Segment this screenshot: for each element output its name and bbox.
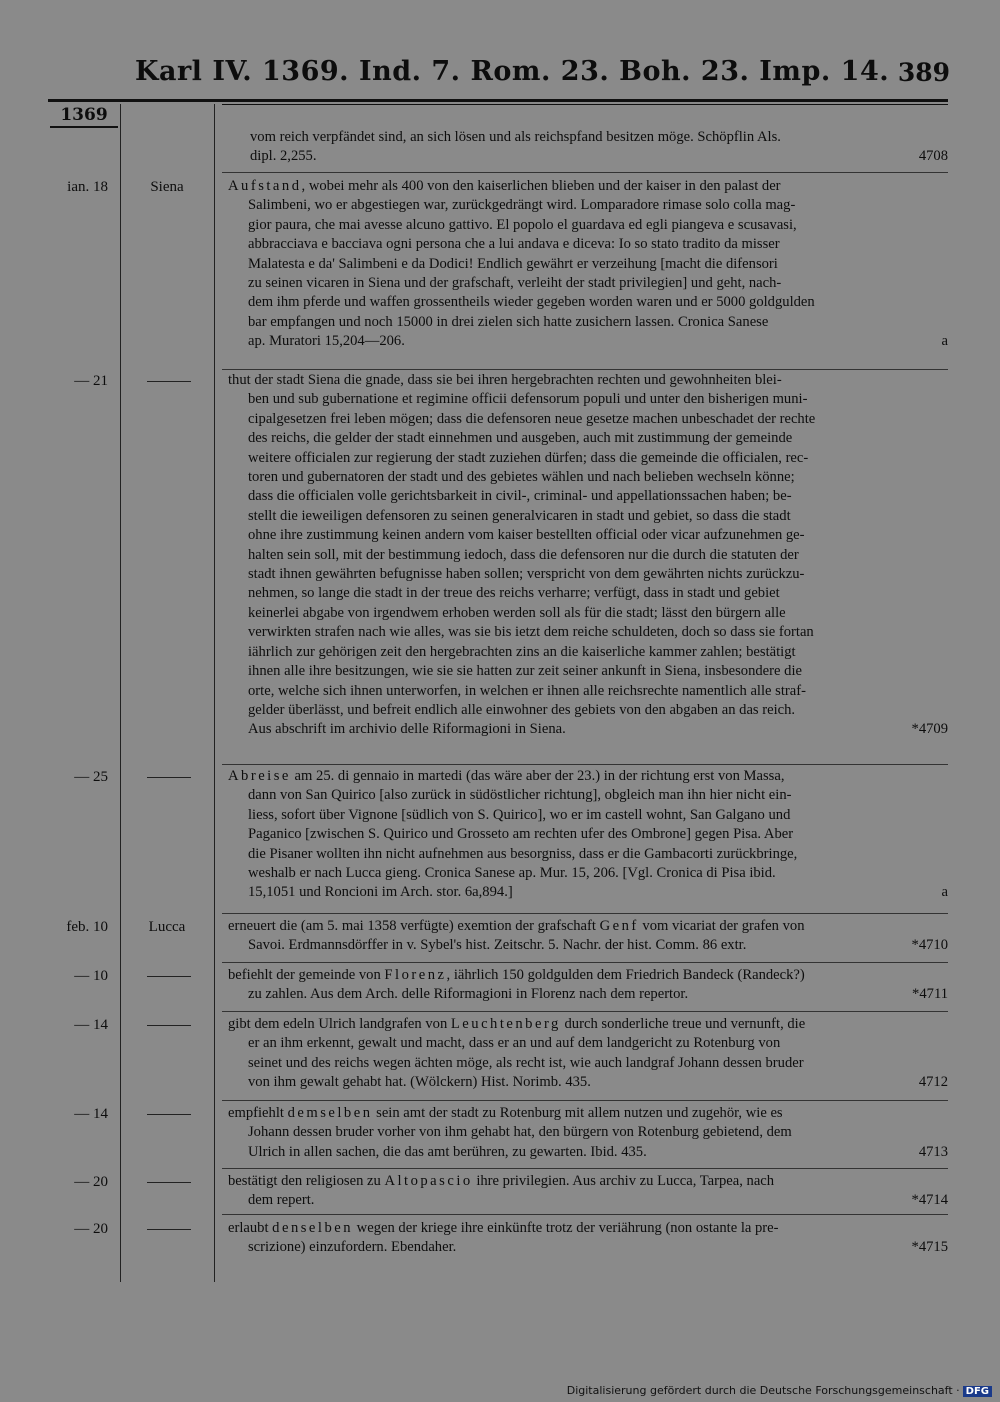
entry-line: er an ihm erkennt, gewalt und macht, dass er an und auf dem landgericht zu Rotenburg von — [248, 1035, 781, 1052]
entry-lead-word: denselben — [272, 1220, 354, 1236]
entry-line: Aus abschrift im archivio delle Riformagioni in Siena. — [248, 721, 566, 738]
entry-line: toren und gubernatoren der stadt und des gebietes wählen und nach belieben wechseln könne; — [248, 469, 795, 486]
entry-separator — [222, 369, 948, 370]
header-rule — [48, 99, 948, 102]
year-label: 1369 — [50, 104, 118, 128]
entry-date: — 25 — [74, 769, 108, 785]
regest-number: 4712 — [918, 1074, 948, 1091]
entry-text — [250, 128, 948, 167]
entry-line: Johann dessen bruder vorher von ihm gehabt hat, den bürgern von Rotenburg gebietend, dem — [248, 1124, 792, 1141]
credit-text: Digitalisierung gefördert durch die Deutsche Forschungsgemeinschaft · — [566, 1384, 960, 1397]
entry-date: — 20 — [74, 1221, 108, 1237]
entry-date: — 10 — [74, 968, 108, 984]
entry-line: orte, welche sich ihnen unterworfen, in welchen er ihnen alle reichsrechte namentlich alle straf- — [248, 682, 806, 699]
entry-line: ihnen alle ihre besitzungen, wie sie sie hatten zur zeit seiner ankunft in Siena, insbesondere die — [248, 663, 802, 680]
entry-line: am 25. di gennaio in martedi (das wäre aber der 23.) in der richtung erst von Massa, — [290, 768, 785, 784]
dfg-logo: DFG — [963, 1386, 992, 1397]
entry-line: vom reich verpfändet sind, an sich lösen und als reichspfand besitzen möge. Schöpflin Als. — [250, 129, 781, 145]
entry-date: — 20 — [74, 1174, 108, 1190]
entry-line: vom vicariat der grafen von — [638, 918, 805, 934]
entry-lead-word: Leuchtenberg — [450, 1016, 561, 1032]
regest-number: *4711 — [912, 986, 948, 1003]
entry-text — [228, 917, 948, 956]
entry-line: Savoi. Erdmannsdörffer in v. Sybel's hist. Zeitschr. 5. Nachr. der hist. Comm. 86 extr. — [248, 937, 747, 954]
entry-line: dem repert. — [248, 1192, 315, 1209]
entry-text — [228, 177, 948, 352]
entry-line: , iährlich 150 goldgulden dem Friedrich Bandeck (Randeck?) — [446, 967, 805, 983]
entry-line: zu seinen vicaren in Siena und der grafschaft, verleiht der stadt privilegien] und geht, nach- — [248, 275, 782, 292]
entry-line: des reichs, die gelder der stadt einnehmen und ausgeben, auch mit zustimmung der gemeinde — [248, 430, 793, 447]
entry-lead-word: demselben — [287, 1105, 373, 1121]
entry-line: cipalgesetzen frei leben mögen; dass die defensoren neue gesetze machen unbeschadet der rechte — [248, 410, 816, 427]
entry-line: sein amt der stadt zu Rotenburg mit allem nutzen und zugehör, wie es — [372, 1105, 783, 1121]
entry-line: gelder überlässt, und befreit endlich alle einwohner des gebiets von den abgaben an das reich. — [248, 701, 796, 718]
regest-number: a — [941, 333, 948, 350]
entry-line: stellt die ieweiligen defensoren zu seinen generalvicaren in stadt und gebiet, so dass die stadt — [248, 507, 791, 524]
entry-lead-word: Genf — [599, 918, 639, 934]
digitization-credit — [567, 1384, 992, 1397]
entry-line: empfiehlt — [228, 1105, 288, 1121]
entry-line: , wobei mehr als 400 von den kaiserlichen blieben und der kaiser in den palast der — [301, 178, 781, 194]
entry-line: keinerlei abgabe von irgendwem erhoben werden soll als für die stadt; lässt den bürgern alle — [248, 604, 786, 621]
entry-line: liess, sofort über Vignone [südlich von S. Quirico], wo er im castell wohnt, San Galgano und — [248, 806, 791, 823]
entry-line: verwirkten strafen nach wie alles, was sie bis ietzt dem reiche schuldeten, doch so dass sie fortan — [248, 624, 814, 641]
place-ditto-dash — [147, 1229, 191, 1230]
entry-line: halten sein soll, mit der bestimmung iedoch, dass die defensoren nur die durch die statuten der — [248, 546, 799, 563]
entry-line: erlaubt — [228, 1220, 273, 1236]
regest-number: 4713 — [918, 1143, 948, 1160]
regest-number: 4708 — [918, 148, 948, 165]
entry-line: Paganico [zwischen S. Quirico und Grosseto am rechten ufer des Ombrone] gegen Pisa. Aber — [248, 826, 794, 843]
entry-line: ihre privilegien. Aus archiv zu Lucca, Tarpea, nach — [472, 1173, 775, 1189]
entry-separator — [222, 1100, 948, 1101]
entry-text — [228, 767, 948, 903]
regest-number: a — [941, 884, 948, 901]
entry-lead-word: Altopascio — [384, 1173, 473, 1189]
entry-separator — [222, 172, 948, 173]
regest-number: *4714 — [911, 1192, 948, 1209]
entry-line: wegen der kriege ihre einkünfte trotz der veriährung (non ostante la pre- — [353, 1220, 779, 1236]
entry-line: erneuert die (am 5. mai 1358 verfügte) exemtion der grafschaft — [228, 918, 600, 934]
entry-text — [228, 966, 948, 1005]
entry-line: seinet und des reichs wegen ächten möge, als recht ist, wie auch landgraf Johann dessen bruder — [248, 1054, 804, 1071]
entry-line: dann von San Quirico [also zurück in südöstlicher richtung], obgleich man ihn hier nicht ein- — [248, 787, 792, 804]
entry-line: weshalb er nach Lucca gieng. Cronica Sanese ap. Mur. 15, 206. [Vgl. Cronica di Pisa ibid. — [248, 865, 776, 882]
running-header — [135, 56, 950, 96]
entry-line: bar empfangen und noch 15000 in drei zielen sich hatte zusichern lassen. Cronica Sanese — [248, 313, 769, 330]
entry-separator — [222, 1011, 948, 1012]
entry-separator — [222, 913, 948, 914]
entry-text — [228, 1015, 948, 1093]
place-ditto-dash — [147, 976, 191, 977]
entry-separator — [222, 764, 948, 765]
entry-line: nehmen, so lange die stadt in der treue des reichs verharre; verfügt, dass in stadt und gebiet — [248, 585, 780, 602]
entry-line: befiehlt der gemeinde von — [228, 967, 385, 983]
regest-number: *4709 — [911, 721, 948, 738]
entry-lead-word: Florenz — [384, 967, 447, 983]
entry-line: abbracciava e bacciava ogni persona che a lui andava e diceva: Io so stato tradito da misser — [248, 236, 780, 253]
entry-line: dipl. 2,255. — [250, 148, 317, 165]
header-rule-thin — [222, 104, 948, 105]
entry-line: zu zahlen. Aus dem Arch. delle Riformagioni in Florenz nach dem repertor. — [248, 986, 689, 1003]
entry-line: bestätigt den religiosen zu — [228, 1173, 385, 1189]
entry-date: — 14 — [74, 1017, 108, 1033]
entry-text — [228, 1104, 948, 1162]
entry-line: ben und sub gubernatione et regimine officii defensorum populi und unter den bisherigen muni- — [248, 391, 808, 408]
entry-line: Malatesta e da' Salimbeni e da Dodici! Endlich gewährt er verzeihung [macht die difensori — [248, 255, 778, 272]
entry-line: die Pisaner wollten ihn nicht aufnehmen aus besorgniss, dass er die Gambacorti zurückbringe, — [248, 845, 798, 862]
entry-line: gior paura, che mai avesse alcuno gattivo. El popolo el guardava ed egli piangeva e scusavasi, — [248, 216, 797, 233]
entry-line: ap. Muratori 15,204—206. — [248, 333, 405, 350]
entry-text — [228, 1219, 948, 1258]
regest-number: *4710 — [911, 937, 948, 954]
place-ditto-dash — [147, 381, 191, 382]
entry-line: dass die officialen volle gerichtsbarkeit in civil-, criminal- und appellationssachen haben; be- — [248, 488, 792, 505]
entry-line: Ulrich in allen sachen, die das amt berühren, zu gewarten. Ibid. 435. — [248, 1143, 647, 1160]
entry-line: von ihm gewalt gehabt hat. (Wölckern) Hist. Norimb. 435. — [248, 1074, 591, 1091]
entry-separator — [222, 1214, 948, 1215]
entry-separator — [222, 962, 948, 963]
place-ditto-dash — [147, 777, 191, 778]
entry-date: — 14 — [74, 1106, 108, 1122]
regest-number: *4715 — [911, 1239, 948, 1256]
entry-line: weitere officialen zur regierung der stadt zuziehen dürfen; dass die gemeinde die officialen, rec- — [248, 449, 809, 466]
entry-line: iährlich zur gehörigen zeit den hergebrachten zins an die kaiserliche kammer zahlen; bestätigt — [248, 643, 796, 660]
entry-date: ian. 18 — [67, 179, 108, 195]
entry-line: gibt dem edeln Ulrich landgrafen von — [228, 1016, 451, 1032]
entry-separator — [222, 1168, 948, 1169]
entry-text — [228, 371, 948, 740]
entry-line: dem ihm pferde und waffen grossentheils wieder gegeben worden waren und er 5000 goldgulden — [248, 294, 815, 311]
entry-line: durch sonderliche treue und vernunft, die — [560, 1016, 806, 1032]
page-number: 389 — [897, 58, 950, 87]
entry-date: feb. 10 — [66, 919, 108, 935]
entry-line: thut der stadt Siena die gnade, dass sie bei ihren hergebrachten rechten und gewohnheiten blei- — [228, 372, 782, 388]
entry-line: ohne ihre zustimmung keinen andern vom kaiser bestellten official oder vicar aufzunehmen ge- — [248, 527, 805, 544]
entry-line: scrizione) einzufordern. Ebendaher. — [248, 1239, 457, 1256]
place-ditto-dash — [147, 1182, 191, 1183]
entry-place: Siena — [150, 179, 184, 195]
entry-line: Salimbeni, wo er abgestiegen war, zurückgedrängt wird. Lomparadore rimase solo colla mag- — [248, 197, 796, 214]
column-divider-left — [120, 104, 121, 1282]
entry-line: stadt ihnen gewährten befugnisse haben sollen; verspricht von dem gewährten nichts zurückzu- — [248, 566, 805, 583]
entry-text — [228, 1172, 948, 1211]
entry-line: 15,1051 und Roncioni im Arch. stor. 6a,894.] — [248, 884, 513, 901]
entry-lead-word: Abreise — [228, 768, 291, 784]
column-divider-right — [214, 104, 215, 1282]
entry-lead-word: Aufstand — [228, 178, 302, 194]
entry-date: — 21 — [74, 373, 108, 389]
place-ditto-dash — [147, 1025, 191, 1026]
place-ditto-dash — [147, 1114, 191, 1115]
entry-place: Lucca — [148, 919, 186, 935]
header-title: Karl IV. 1369. Ind. 7. Rom. 23. Boh. 23. Imp. 14. — [135, 56, 890, 87]
